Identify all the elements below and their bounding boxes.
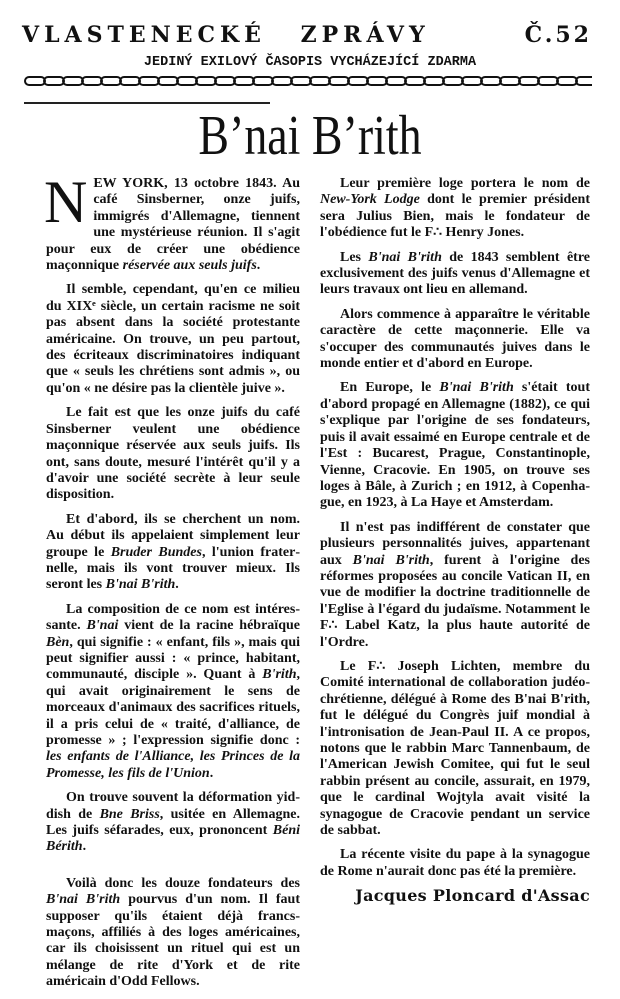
italic-text: B'nai B'rith — [46, 892, 121, 908]
text-run: s'était tout d'abord propagé en Allemagne (1882), ce qui s'explique par l'origine de ses fondateurs, puis il avait essaimé en Europe centrale et de l'Est : Bucarest, Prague, Constantinople, Vienne, Cracovie. En 1905, on trouve ses loges à Bâle, à Zurich ; en 1912, à Copenhague, en 1923, à La Haye et Amsterdam. — [320, 380, 590, 511]
text-run: Leur première loge portera le nom de — [340, 176, 590, 191]
text-run: En Europe, le — [340, 380, 440, 396]
text-run: Les — [340, 249, 369, 265]
text-run: Le fait est que les onze juifs du café Sinsberner veulent une obédience maçonnique réservée aux seuls juifs. Ils ont, sans doute, mesuré l'intérêt qu'il y a d'avoir une société secrète à leur seule disposition. — [46, 405, 300, 503]
article-paragraph — [46, 876, 300, 991]
article-paragraph — [320, 307, 590, 373]
article-paragraph — [46, 790, 300, 856]
text-run: . — [175, 577, 179, 593]
publication-tagline: JEDINÝ EXILOVÝ ČASOPIS VYCHÁZEJÍCÍ ZDARMA — [143, 55, 477, 70]
italic-text: réservée aux seuls juifs — [122, 258, 257, 274]
italic-text: B'nai B'rith — [439, 380, 514, 396]
text-run: Le F∴ Joseph Lichten, membre du Comité international de collaboration judéo-chrétienne, délégué à Rome des B'nai B'rith, fut le délégué du Congrès juif mondial à l'intronisation de Jean-Paul II. A ce propos, notons que le rabbin Marc Tannenbaum, de l'American Jewish Comitee, qui fut le seul rabbin présent au concile, assurait, en 1979, que le cardinal Wojtyla avait visité la synagogue de Cracovie pendant un service de sabbat. — [320, 658, 590, 839]
text-run: Alors commence à apparaître le véritable caractère de cette maçonnerie. Elle va s'occuper des communautés juives dans le monde entier et d'abord en Europe. — [320, 306, 590, 372]
text-run: Il n'est pas indifférent de constater que plusieurs personnalités juives, appartenant aux — [320, 519, 590, 568]
article-paragraph — [320, 380, 590, 511]
text-run: On trouve souvent la déformation yiddish de — [46, 790, 300, 822]
publication-name: VLASTENECKÉ ZPRÁVY — [22, 22, 430, 48]
italic-text: B'nai B'rith — [368, 249, 442, 265]
author-signature: Jacques Ploncard d'Assac — [355, 886, 590, 906]
article-paragraph — [46, 512, 300, 594]
text-run: , furent à l'origine des réformes proposées au concile Vatican II, en vue de modifier la doctrine traditionnelle de l'Eglise à l'égard du judaïsme. Notamment le F∴ Label Katz, la plus haute autorité de l'Ordre. — [320, 552, 590, 650]
italic-text: B'rith — [262, 667, 297, 683]
masthead — [22, 22, 592, 48]
article-paragraph — [46, 602, 300, 782]
text-run: La récente visite du pape à la synagogue de Rome n'aurait donc pas été la première. — [320, 847, 590, 879]
article-paragraph — [320, 176, 590, 242]
text-run: . — [82, 839, 87, 855]
text-run: La composition de ce nom est intéressante. — [46, 601, 300, 634]
italic-text: Bne Briss — [99, 806, 160, 822]
text-run: pourvus d'un nom. Il faut supposer qu'ils étaient déjà francs-maçons, affiliés à des loges américaines, car ils choisissent un rituel qui est un mélange de rite d'York et de rite américain d'Odd Fellows. — [46, 892, 300, 990]
text-run: vient de la racine hébraïque — [118, 618, 300, 634]
italic-text: Béni Bérith — [46, 823, 300, 855]
text-run: Et d'abord, ils se cherchent un nom. Au début ils appelaient simplement leur groupe le — [46, 511, 300, 560]
issue-number: Č.52 — [524, 22, 592, 48]
text-run: Voilà donc les douze fondateurs des — [66, 875, 300, 891]
text-run: dont le premier président sera Julius Bien, mais le fondateur de l'obédience fut le F∴ Henry Jones. — [320, 192, 590, 241]
text-run: , l'union fraternelle, mais ils vont trouver mieux. Ils seront les — [46, 544, 300, 593]
text-run: . — [209, 765, 214, 781]
italic-text: B'nai — [86, 618, 119, 634]
text-run: de 1843 semblent être exclusivement des juifs venus d'Allemagne et leurs travaux ont lieu en allemand. — [320, 249, 590, 298]
italic-text: B'nai B'rith — [105, 577, 176, 593]
text-run: , usitée en Allemagne. Les juifs séfarades, eux, prononcent — [46, 806, 300, 839]
italic-text: Bèn — [46, 634, 70, 650]
chain-border-ornament — [24, 76, 592, 92]
article-title: B’nai B’rith — [198, 105, 422, 167]
italic-text: Bruder Bundes — [110, 544, 202, 560]
drop-cap: N — [44, 169, 88, 235]
italic-text: les enfants de l'Alliance, les Princes de la Promesse, les fils de l'Union — [46, 749, 300, 781]
chain-link — [575, 76, 592, 86]
article-paragraph — [320, 250, 590, 299]
text-run: , qui avait originairement le sens de morceaux d'animaux des sacrifices rituels, il a pris celui de « traité, d'alliance, de promesse » ; l'expression signifie donc : — [46, 667, 300, 748]
article-paragraph — [46, 405, 300, 503]
article-paragraph — [320, 520, 590, 651]
article-column-right — [320, 176, 590, 913]
article-paragraph — [44, 169, 300, 274]
text-run: , qui signifie : « enfant, fils », mais qui peut signifier aussi : « prince, habitant, communauté, disciple ». Quant à — [46, 634, 300, 683]
italic-text: B'nai B'rith — [352, 552, 430, 568]
italic-text: New-York Lodge — [320, 192, 420, 208]
text-run: Il semble, cependant, qu'en ce milieu du XIXᵉ siècle, un certain racisme ne soit pas absent dans la société protestante américaine. On trouve, un peu partout, des écriteaux discriminatoires indiquant que « seuls les chrétiens sont admis », ou qu'on « ne désire pas la clientèle juive ». — [46, 282, 300, 396]
article-paragraph — [320, 847, 590, 880]
text-run: EW YORK, 13 octobre 1843. Au café Sinsberner, onze juifs, immigrés d'Allemagne, tiennent une mystérieuse réunion. Il s'agit pour eux de créer une obédience maçonnique — [46, 176, 300, 274]
article-paragraph — [320, 659, 590, 839]
text-run: . — [256, 258, 261, 274]
article-column-left — [44, 169, 300, 999]
article-paragraph — [46, 282, 300, 397]
